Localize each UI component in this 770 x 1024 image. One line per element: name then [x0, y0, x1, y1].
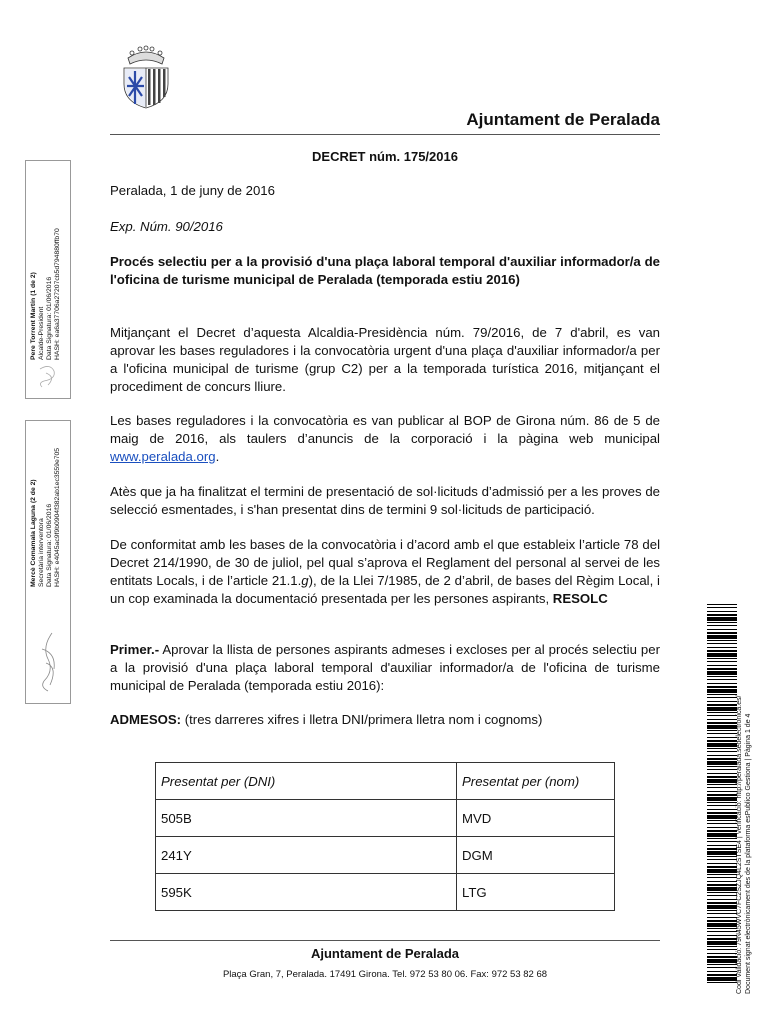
admesos-text: (tres darreres xifres i lletra DNI/primera lletra nom i cognoms)	[181, 712, 543, 727]
table-cell-dni: 505B	[156, 800, 457, 837]
paragraph-admesos	[110, 711, 660, 729]
paragraph-publication-end: .	[215, 449, 220, 464]
admitted-candidates-table	[155, 762, 615, 911]
paragraph-publication	[110, 412, 660, 466]
electronic-signature-note: Document signat electrònicament des de la plataforma esPublico Gestiona | Pàgina 1 de 4	[745, 713, 752, 994]
verification-code	[735, 695, 753, 994]
signature-hash: HASH: e4045ac9f9b0904f382ab1ec3559e705	[54, 447, 61, 587]
organization-title: Ajuntament de Peralada	[466, 110, 660, 129]
table-cell-name: DGM	[457, 837, 615, 874]
coat-of-arms-logo	[118, 44, 174, 110]
expedient-number: Exp. Núm. 90/2016	[110, 219, 223, 234]
table-cell-dni: 595K	[156, 874, 457, 911]
signer-name: Pere Torrent Martín (1 de 2)	[30, 272, 37, 360]
municipal-website-link[interactable]: www.peralada.org	[110, 449, 216, 464]
table-cell-name: LTG	[457, 874, 615, 911]
table-cell-name: MVD	[457, 800, 615, 837]
legal-basis-text-a: De conformitat amb les bases de la convocatòria i d’acord amb el que estableix l’article 78 del Decret 214/1990, de 30 de juliol, pel qual s’aprova el Reglament del personal al servei de les entitats Locals, i de l’article 21.1.	[110, 537, 660, 588]
paragraph-background: Mitjançant el Decret d’aquesta Alcaldia-Presidència núm. 79/2016, de 7 d'abril, es van aprovar les bases reguladores i la convocatòria urgent d'una plaça d'auxiliar informador/a per a l'oficina municipal de turisme (grup C2) per a la temporada turística 2016, mitjançant el procediment de concurs lliure.	[110, 325, 660, 394]
document-date: Peralada, 1 de juny de 2016	[110, 183, 275, 198]
signature-date: Data Signatura: 01/06/2016	[46, 276, 53, 360]
signer-role: Secretària interventora	[38, 518, 45, 587]
table-row	[156, 837, 615, 874]
signature-hash: HASH: ea6a37706a27207cb5d794880ffb70	[54, 228, 61, 360]
signer-role: Alcalde-President	[38, 306, 45, 360]
signature-info-secretary	[30, 448, 62, 587]
table-header-dni: Presentat per (DNI)	[156, 763, 457, 800]
paragraph-applications: Atès que ja ha finalitzat el termini de presentació de sol·licituds d’admissió per a les proves de selecció esmentades, i s'han presentat dins de termini 9 sol·licituds de participació.	[110, 484, 660, 517]
legal-basis-italic: g	[301, 573, 309, 588]
signature-date: Data Signatura: 01/06/2016	[46, 503, 53, 587]
table-row	[156, 800, 615, 837]
signature-box-mayor	[25, 160, 71, 399]
decree-title: DECRET núm. 175/2016	[312, 149, 458, 164]
table-header-row	[156, 763, 615, 800]
signature-info-mayor	[30, 228, 62, 360]
footer-organization: Ajuntament de Peralada	[310, 946, 460, 961]
paragraph-publication-text: Les bases reguladores i la convocatòria es van publicar al BOP de Girona núm. 86 de 5 de maig de 2016, als taulers d’anuncis de la corporació i la pàgina web municipal	[110, 413, 660, 446]
table-cell-dni: 241Y	[156, 837, 457, 874]
decree-subject: Procés selectiu per a la provisió d'una plaça laboral temporal d'auxiliar informador/a de l'oficina de turisme municipal de Peralada (temporada estiu 2016)	[110, 254, 660, 287]
primer-text: Aprovar la llista de persones aspirants admeses i excloses per al procés selectiu per a la provisió d'una plaça laboral temporal d'auxiliar informador/a de l'oficina de turisme municipal de Peralada (temporada estiu 2016):	[110, 642, 660, 693]
handwritten-signature-mayor	[34, 361, 62, 391]
barcode-image	[707, 604, 737, 984]
legal-basis-text-b: ), de la Llei 7/1985, de 2 d’abril, de bases del Règim Local, i un cop examinada la documentació presentada per les persones aspirants,	[110, 573, 660, 606]
header-divider	[110, 134, 660, 135]
primer-label: Primer.-	[110, 642, 160, 657]
footer-divider	[110, 940, 660, 941]
admesos-label: ADMESOS:	[110, 712, 182, 727]
resolc-label: RESOLC	[552, 591, 608, 606]
table-row	[156, 874, 615, 911]
handwritten-signature-secretary	[34, 629, 64, 695]
paragraph-primer	[110, 641, 660, 695]
table-header-name: Presentat per (nom)	[457, 763, 615, 800]
paragraph-legal-basis	[110, 536, 660, 608]
footer-address: Plaça Gran, 7, Peralada. 17491 Girona. Tel. 972 53 80 06. Fax: 972 53 82 68	[222, 969, 548, 980]
signature-box-secretary	[25, 420, 71, 704]
verification-code-line: Codi Validació: 79N45WVC7FC2SZJQ4L2STSE4 | Verificació: http://peralada.sedelectronica.es/	[736, 695, 743, 994]
signer-name: Mercè Comamala Laguna (2 de 2)	[30, 479, 37, 587]
